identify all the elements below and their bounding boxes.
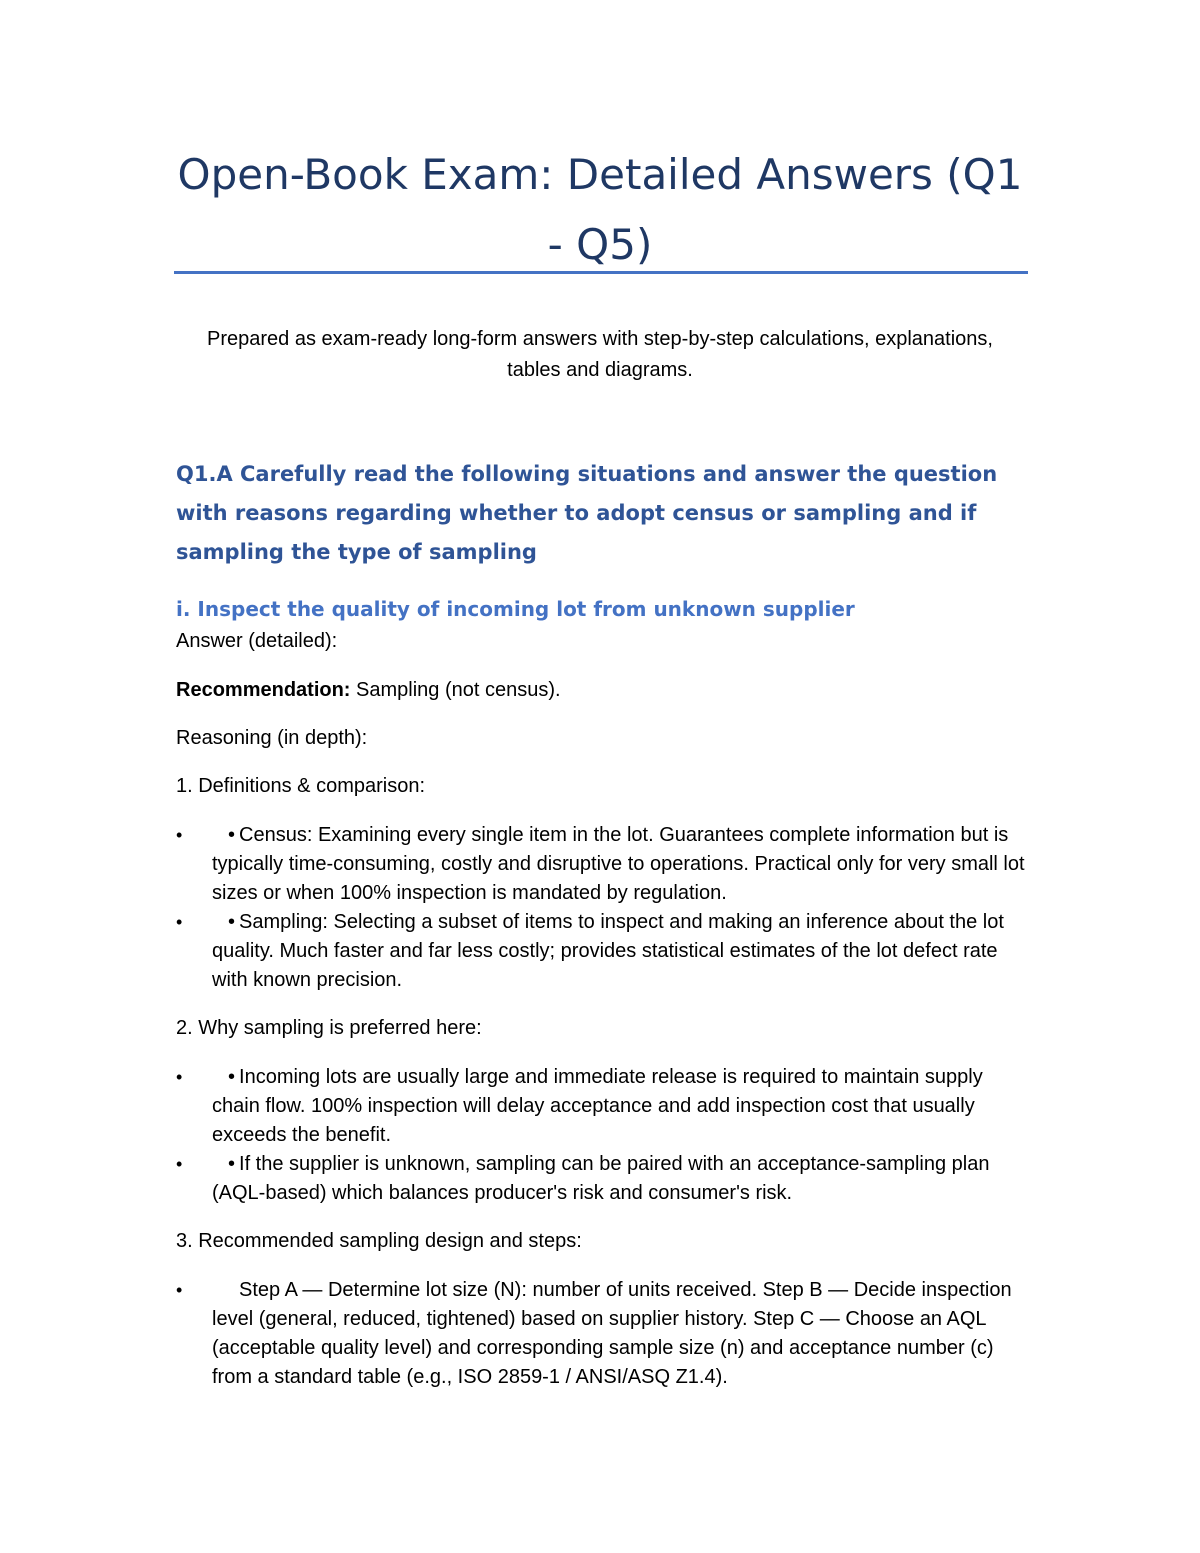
answer-label: Answer (detailed): bbox=[176, 630, 338, 652]
title-underline bbox=[174, 271, 1028, 274]
section-1-list bbox=[176, 821, 1036, 995]
recommendation-value: Sampling (not census). bbox=[350, 679, 561, 701]
reasoning-label: Reasoning (in depth): bbox=[176, 727, 368, 749]
list-item-text: Incoming lots are usually large and immediate release is required to maintain supply chain flow. 100% inspection will delay acceptance and add inspection cost that usually exceeds the benefit. bbox=[212, 1066, 983, 1146]
list-item-text: If the supplier is unknown, sampling can be paired with an acceptance-sampling plan (AQL-based) which balances producer's risk and consumer's risk. bbox=[212, 1153, 990, 1204]
list-item-text: Step A — Determine lot size (N): number of units received. Step B — Decide inspection level (general, reduced, tightened) based on supplier history. Step C — Choose an AQL (acceptable quality level) and corresponding sample size (n) and acceptance number (c) from a standard table (e.g., ISO 2859-1 / ANSI/ASQ Z1.4). bbox=[212, 1279, 1012, 1388]
recommendation-label: Recommendation: bbox=[176, 679, 351, 701]
list-item-text: Sampling: Selecting a subset of items to inspect and making an inference about the lot quality. Much faster and far less costly; provides statistical estimates of the lot defect rate with known precision. bbox=[212, 911, 1004, 991]
list-item bbox=[176, 821, 1036, 908]
subquestion-heading-i: i. Inspect the quality of incoming lot from unknown supplier bbox=[176, 597, 855, 621]
list-item-text: Census: Examining every single item in the lot. Guarantees complete information but is typically time-consuming, costly and disruptive to operations. Practical only for very small lot sizes or when 100% inspection is mandated by regulation. bbox=[212, 824, 1025, 904]
inline-bullet-icon: • bbox=[228, 824, 236, 846]
bullet-icon: • bbox=[176, 1280, 183, 1300]
bullet-icon: • bbox=[176, 825, 183, 845]
list-item bbox=[176, 908, 1036, 995]
list-item bbox=[176, 1150, 1036, 1208]
list-item bbox=[176, 1063, 1036, 1150]
bullet-icon: • bbox=[176, 912, 183, 932]
recommendation-line bbox=[176, 676, 1036, 705]
section-2-list bbox=[176, 1063, 1036, 1208]
inline-bullet-icon: • bbox=[228, 911, 236, 933]
question-heading-q1a: Q1.A Carefully read the following situations and answer the question with reasons regarding whether to adopt census or sampling and if sampling the type of sampling bbox=[176, 462, 998, 564]
list-item bbox=[176, 1276, 1036, 1392]
section-2-title: 2. Why sampling is preferred here: bbox=[176, 1017, 482, 1039]
bullet-icon: • bbox=[176, 1067, 183, 1087]
page-title: Open-Book Exam: Detailed Answers (Q1 - Q5) bbox=[177, 150, 1023, 269]
inline-bullet-icon: • bbox=[228, 1153, 236, 1175]
section-1-title: 1. Definitions & comparison: bbox=[176, 775, 426, 797]
section-3-list bbox=[176, 1276, 1036, 1392]
inline-bullet-icon: • bbox=[228, 1066, 236, 1088]
section-3-title: 3. Recommended sampling design and steps: bbox=[176, 1230, 582, 1252]
bullet-icon: • bbox=[176, 1154, 183, 1174]
page-subtitle: Prepared as exam-ready long-form answers with step-by-step calculations, explanations, tables and diagrams. bbox=[207, 328, 993, 381]
